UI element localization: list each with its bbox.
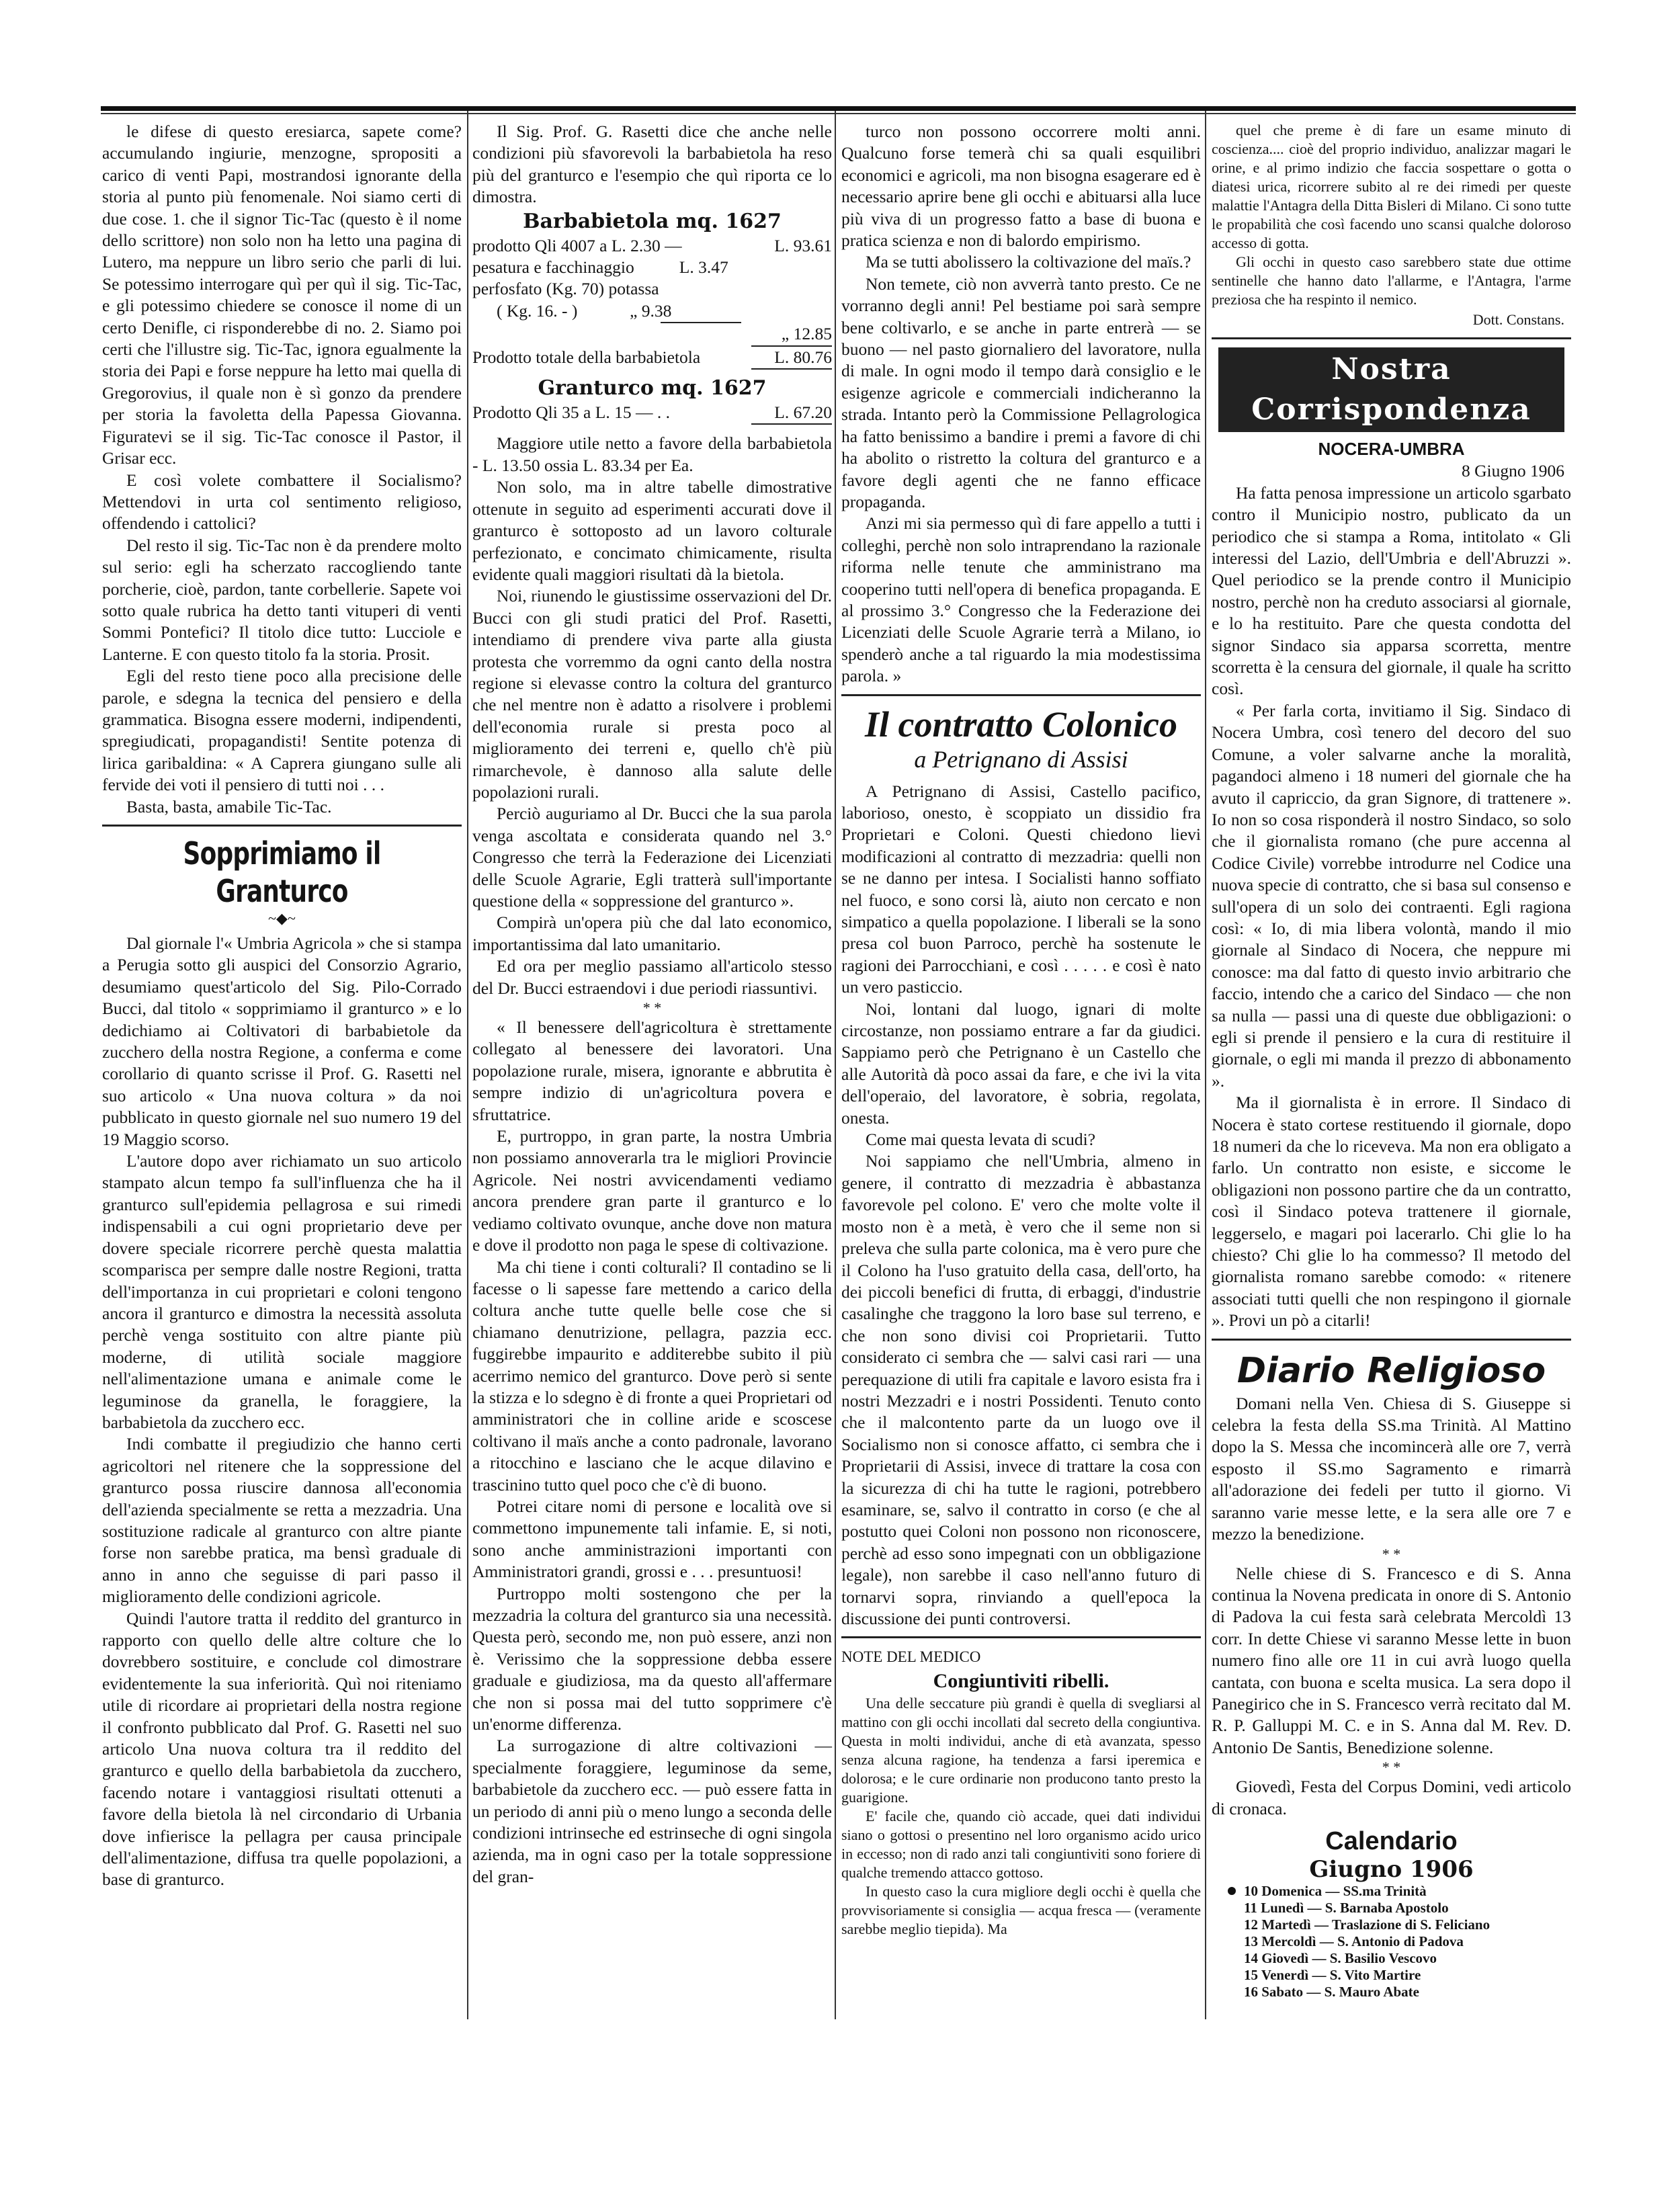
row-amount: L. 67.20 bbox=[774, 403, 832, 423]
banner-nostra-corrispondenza: Nostra Corrispondenza bbox=[1218, 347, 1564, 432]
article-sopprimiamo-body bbox=[102, 933, 462, 1891]
bucci-extract-continued bbox=[841, 121, 1201, 687]
paragraph: Perciò auguriamo al Dr. Bucci che la sua parola venga ascoltata e considerata quando nel 3.° Congresso che terrà la Federazione dei Licenziati delle Scuole Agrarie, Egli tratterà sull'importante questione della « soppressione del granturco ». bbox=[472, 804, 832, 911]
paragraph: Purtroppo molti sostengono che per la mezzadria la coltura del granturco sia una necessità. Questa però, secondo me, non può essere, anzi non è. Verissimo che la soppressione debba essere graduale e giudiziosa, ma da questo all'affermare che non si possa mai del tutto sopprimere c'è un'enorme differenza. bbox=[472, 1583, 832, 1734]
paragraph: Nelle chiese di S. Francesco e di S. Anna continua la Novena predicata in onore di S. Antonio di Padova la cui festa sarà celebrata Mercoldì 13 corr. In dette Chiese vi saranno Messe lette in buon numero fino alle ore 11 in cui avrà luogo quella cantata, con buona e scelta musica. La sera dopo il Panegirico che in S. Francesco verrà recitato dal M. R. P. Galluppi M. C. e in S. Anna dal M. Rev. D. Antonio De Santis, Benedizione solenne. bbox=[1212, 1563, 1571, 1757]
row-subamount: „ 9.38 bbox=[630, 300, 672, 321]
row-label: ( Kg. 16. - ) bbox=[497, 300, 578, 321]
calendar-month: Giugno 1906 bbox=[1309, 1855, 1474, 1883]
paragraph: Egli del resto tiene poco alla precisione delle parole, e sdegna la tecnica del pensiero e della grammatica. Bisogna essere moderni, indipendenti, spregiudicati, propagandisti! Sentite potenza di lirica garibaldina: « A Caprera giungano sulle ali fervide dei voti il pensiero di tutti noi . . . bbox=[102, 666, 462, 795]
table-row bbox=[472, 402, 832, 423]
headline-diario-religioso: Diario Religioso bbox=[1236, 1350, 1546, 1391]
paragraph: turco non possono occorrere molti anni. Qualcuno forse temerà chi sa quali esquilibri economici e agricoli, ma non bisogna esagerare ed è necessario aprire bene gli occhi e abituarsi alla luce più viva di un progresso fatto a base di buona e pratica scienza e non di balordo empirismo. bbox=[841, 122, 1201, 251]
signature: Dott. Constans. bbox=[1472, 311, 1564, 328]
row-label: perfosfato (Kg. 70) potassa bbox=[472, 279, 659, 299]
paragraph: In questo caso la cura migliore degli occhi è quella che provvisoriamente si consiglia — acqua fresca — (veramente sarebbe meglio tiepida). Ma bbox=[841, 1882, 1201, 1937]
paragraph: Ma il giornalista è in errore. Il Sindaco di Nocera è stato cortese restituendo il giornale, dopo 18 numeri da che lo riceveva. Ma non era obligato a farlo. Un contratto non esiste, e siccome le obligazioni non possono partire che da un contratto, così il Sindaco poteva trattenere il giornale, leggerselo, e magari poi lacerarlo. Chi glie lo ha chiesto? Chi glie lo ha commesso? Il metodo del giornalista romano sarebbe comodo: « ritenere associati tutti quelli che non respingono il giornale ». Provi un pò a citarli! bbox=[1212, 1093, 1571, 1331]
paragraph: Ed ora per meglio passiamo all'articolo stesso del Dr. Bucci estraendovi i due periodi riassuntivi. bbox=[472, 956, 832, 998]
row-label: pesatura e facchinaggio bbox=[472, 257, 634, 278]
paragraph: le difese di questo eresiarca, sapete come? accumulando ingiurie, menzogne, spropositi a carico di venti Papi, mostrandosi ignorante della storia al punto più fenomenale. Noi siamo certi di due cose. 1. che il signor Tic-Tac (questo è il nome dello scrittore) non solo non ha letto una pagina di Lutero, ma neppure un libro serio che parli di lui. Se potessimo interrogare quì per quì il sig. Tic-Tac, e gli potessimo chiedere se conosce il nome di un certo Denifle, ci risponderebbe di no. 2. Siamo poi certi che l'illustre sig. Tic-Tac, ignora egualmente la storia dei Papi e forse neppure ha letto mai quella di Gregorovius, il quale non è sì gonzo da prendere per storia la favoletta della Papessa Giovanna. Figuratevi se il sig. Tic-Tac conosce il Pastor, il Grisar ecc. bbox=[102, 122, 462, 468]
paragraph: Noi sappiamo che nell'Umbria, almeno in genere, il contratto di mezzadria è abbastanza favorevole pel colono. E' vero che molte volte il mosto non è a metà, è vero che il seme non si preleva che sulla parte colonica, ma è vero pure che il Colono ha l'uso gratuito della casa, dell'orto, ha dei piccoli benefici di frutta, di erbaggi, d'industrie casalinghe che traggono la loro base sul terreno, e che non sono divisi coi Proprietarii. Tutto considerato ci sembra che — salvi casi rari — una perequazione di utili fra capitale e lavoro esista fra i nostri Mezzadri e i nostri Possidenti. Tenuto conto che il malcontento parte da un luogo ove il Socialismo non si conosce affatto, ci sembra che i Proprietarii di Assisi, invece di trattare la cosa con la sicurezza di chi ha tutte le ragioni, potrebbero esaminare, se, salvo il contratto in corso (e che al postutto quei Coloni non possono non riconoscere, perchè ad esso sono impegnati con un obbligazione legale), non sarebbe il caso nell'anno futuro di tornarvi sopra, rinviando a quell'epoca la discussione dei punti controversi. bbox=[841, 1151, 1201, 1628]
calendar-entry-text: 12 Martedì — Traslazione di S. Feliciano bbox=[1244, 1916, 1490, 1933]
row-amount: L. 93.61 bbox=[774, 235, 832, 255]
paragraph: Basta, basta, amabile Tic-Tac. bbox=[126, 796, 332, 816]
asterism: * * bbox=[1382, 1759, 1401, 1776]
calendar-entry-text: 14 Giovedì — S. Basilio Vescovo bbox=[1244, 1949, 1437, 1966]
paragraph: « Per farla corta, invitiamo il Sig. Sindaco di Nocera Umbra, così tenero del decoro del suo Comune, a voler salvarne anche la moralità, pagandoci almeno i 18 numeri del giornale che ha avuto il capriccio, da gran Signore, di trattenere ». Io non so cosa risponderà il nostro Sindaco, so solo che il giornalista romano (che pure accenna al Codice Civile) vorrebbe introdurre nel Codice una nuova specie di contratto, che si basa sul consenso e sull'opera di un solo dei contraenti. Egli ragiona così: « Io, di mia libera volontà, mando il mio giornale al Sindaco di Nocera, che neppure mi conosce: ma dal fatto di questo invio arbitrario che faccio, intendo che a carico del Sindaco — che non sa nulla — passi una di queste due obbligazioni: o egli si prende il pensiero e la cura di restituire il giornale, o egli mi manda il prezzo di abbonamento ». bbox=[1212, 700, 1571, 1091]
paragraph: « Il benessere dell'agricoltura è strettamente collegato al benessere dei lavoratori. Una popolazione rurale, misera, ignorante e abbrutita è sempre indizio di un'agricoltura povera e sfruttatrice. bbox=[472, 1017, 832, 1124]
calendar-entry bbox=[1225, 1950, 1571, 1967]
calendar-entry bbox=[1225, 1900, 1571, 1916]
row-amount: „ 12.85 bbox=[781, 324, 832, 344]
paragraph: Compirà un'opera più che dal lato economico, importantissima dal lato umanitario. bbox=[472, 913, 832, 954]
calendar-entry bbox=[1225, 1883, 1571, 1900]
ornament-icon: ~◆~ bbox=[268, 910, 296, 927]
column-1 bbox=[102, 121, 462, 1891]
table-row bbox=[472, 235, 832, 257]
calendar-entry-text: 13 Mercoldì — S. Antonio di Padova bbox=[1244, 1933, 1464, 1949]
paragraph: Dal giornale l'« Umbria Agricola » che si stampa a Perugia sotto gli auspici del Consorzio Agrario, desumiamo quest'articolo del Sig. Pilo-Corrado Bucci, dal titolo « sopprimiamo il granturco » e lo dedichiamo ai Coltivatori di barbabietole da zucchero della nostra Regione, a conferma e come corollario di quanto scrisse il Prof. G. Rasetti nel suo articolo « Una nuova coltura » da noi pubblicato in questo giornale nel suo numero 19 del 19 Maggio scorso. bbox=[102, 933, 462, 1149]
paragraph: Come mai questa levata di scudi? bbox=[866, 1130, 1096, 1150]
yield-table bbox=[472, 208, 832, 425]
dateline-place: NOCERA-UMBRA bbox=[1318, 439, 1465, 460]
section-label-note-medico: NOTE DEL MEDICO bbox=[841, 1648, 981, 1666]
column-3 bbox=[841, 121, 1201, 1939]
article-medico-body bbox=[841, 1694, 1201, 1939]
paragraph: L'autore dopo aver richiamato un suo articolo stampato alcun tempo fa sull'influenza che ha il granturco sull'epidemia pellagrosa e sui rimedi indispensabili a cui ogni proprietario deve per dovere speciale ricorrere perchè questa malattia scomparisca per sempre dalle nostre Regioni, tratta dell'importanza in cui proprietari e coloni tengono ancora il granturco e dimostra la necessità assoluta perchè venga sostituito con altre piante più moderne, di utilità sociale maggiore nell'alimentazione umana e animale come le leguminose da granella, le foraggiere, la barbabietola da zucchero ecc. bbox=[102, 1151, 462, 1432]
section-rule bbox=[1212, 1339, 1571, 1341]
column-divider bbox=[1205, 111, 1206, 2019]
section-rule bbox=[841, 694, 1201, 696]
paragraph: Ha fatta penosa impressione un articolo sgarbato contro il Municipio nostro, publicato da un periodico che si stampa a Roma, intitolato « Gli interessi del Lazio, dell'Umbria e dell'Abruzzi ». Quel periodico se la prende contro il Municipio nostro, perchè non ha creduto associarsi al giornale, e lo ha restituito. Pare che questa condotta del signor Sindaco sia apparsa scorretta, mentre scorretta è la censura del giornale, il quale ha scritto così. bbox=[1212, 482, 1571, 699]
diario-body bbox=[1212, 1563, 1571, 1759]
calendar-entry-text: 11 Lunedì — S. Barnaba Apostolo bbox=[1244, 1899, 1449, 1916]
article-medico-continued bbox=[1212, 121, 1571, 309]
article-contratto-body bbox=[841, 781, 1201, 1630]
calendar-entry-text: 15 Venerdì — S. Vito Martire bbox=[1244, 1966, 1421, 1983]
paragraph: E così volete combattere il Socialismo? Mettendovi in urta col sentimento religioso, offendendo i cattolici? bbox=[102, 470, 462, 534]
article-tic-tac-continued bbox=[102, 121, 462, 818]
diario-body bbox=[1212, 1393, 1571, 1546]
subheadline: a Petrignano di Assisi bbox=[914, 745, 1128, 773]
column-divider bbox=[835, 111, 836, 2019]
row-label: prodotto Qli 4007 a L. 2.30 — bbox=[472, 235, 682, 255]
rasetti-intro bbox=[472, 121, 832, 208]
column-4 bbox=[1212, 121, 1571, 2000]
paragraph: Ma chi tiene i conti colturali? Il contadino se li facesse o li sapesse fare mettendo a carico della coltura anche tutte quelle belle cose che si chiamano denutrizione, pellagra, pazzia ecc. fuggirebbe impaurito e additerebbe subito il più acerrimo nemico del granturco. Dove però si sente la stizza e lo sdegno è di fronte a quei Proprietari od amministratori che in colline aride e scoscese coltivano il maïs anche a conto padronale, lavorano a ritocchino e lasciano che le acque dilavino e trascinino tutto quel poco che c'è di buono. bbox=[472, 1257, 832, 1494]
calendar-entry bbox=[1225, 1933, 1571, 1950]
headline-contratto-colonico: Il contratto Colonico bbox=[864, 704, 1178, 745]
table-row bbox=[472, 323, 832, 345]
paragraph: Noi, riunendo le giustissime osservazioni del Dr. Bucci con gli studi pratici del Prof. Rasetti, intendiamo di prendere viva parte alla giusta protesta che vorremmo da ogni canto della nostra regione si elevasse contro la coltura del granturco che nel mentre non è adatto a risolvere i problemi dell'economia rurale si presta poco al miglioramento dei terreni e, quello ch'è più rimarchevole, è dannoso alla salute delle popolazioni rurali. bbox=[472, 586, 832, 802]
calendar-title: Calendario bbox=[1325, 1826, 1458, 1855]
calendar-entry-text: 16 Sabato — S. Mauro Abate bbox=[1244, 1983, 1419, 2000]
paragraph: Potrei citare nomi di persone e località ove si commettono impunemente tali infamie. E, si noti, sono anche amministrazioni importanti con Amministratori grandi, grossi e . . . presuntuosi! bbox=[472, 1496, 832, 1582]
paragraph: Domani nella Ven. Chiesa di S. Giuseppe si celebra la festa della SS.ma Trinità. Al Mattino dopo la S. Messa che incomincerà alle ore 7, verrà esposto il SS.mo Sagramento e rimarrà all'adorazione dei fedeli per tutto il giorno. Vi saranno varie messe lette, e la sera alle ore 7 e mezzo la benedizione. bbox=[1212, 1393, 1571, 1544]
bucci-extract bbox=[472, 1017, 832, 1888]
paragraph: Non temete, ciò non avverrà tanto presto. Ce ne vorranno degli anni! Pel bestiame poi sarà sempre bene coltivarlo, e se anche in parte entrerà — se buono — nel pasto giornaliero del lavoratore, nulla di male. In ogni modo il tempo darà consiglio e le esigenze agricole e commerciali indicheranno la strada. Intanto però la Commissione Pellagrologica ha fatto benissimo a bandire i premi a favore di chi ha abolito o ristretto la coltura del granturco e a favore degli agenti che ne fanno efficace propaganda. bbox=[841, 273, 1201, 511]
row-subamount: L. 3.47 bbox=[679, 257, 728, 278]
paragraph: La surrogazione di altre coltivazioni — specialmente foraggiere, leguminose da seme, barbabietole da zucchero ecc. — può essere fatta in un periodo di anni più o meno lungo a seconda delle condizioni intrinseche ed estrinseche di ogni singola azienda, ma in ogni caso per la totale soppressione del gran- bbox=[472, 1736, 832, 1886]
article-body bbox=[472, 433, 832, 999]
table-row bbox=[472, 257, 832, 278]
paragraph: Non solo, ma in altre tabelle dimostrative ottenute in seguito ad esperimenti accurati dove il granturco è sottoposto ad un lavoro colturale perfezionato, e concimato chimicamente, risulta evidente quali maggiori risultati dà la bietola. bbox=[472, 477, 832, 584]
paragraph: Il Sig. Prof. G. Rasetti dice che anche nelle condizioni più sfavorevoli la barbabietola ha reso più del granturco e l'esempio che quì riporta ce lo dimostra. bbox=[472, 122, 832, 207]
calendar-entry-text: 10 Domenica — SS.ma Trinità bbox=[1244, 1882, 1427, 1899]
paragraph: Ma se tutti abolissero la coltivazione del maïs.? bbox=[866, 252, 1191, 272]
paragraph: Quindi l'autore tratta il reddito del granturco in rapporto con quello delle altre colture che lo dovrebbero sostituire, e conclude col dimostrare evidentemente la sua inferiorità. Quì noi riteniamo utile di ricordare ai proprietari della nostra regione il confronto pubblicato dal Prof. G. Rasetti nel suo articolo Una nuova coltura tra il reddito del granturco e quello della barbabietola da zucchero, facendo notare i vantaggiosi risultati ottenuti a favore della bietola là nel circondario di Urbania dove infierisce la pellagra per causa principale dell'alimentazione, diffusa tra quelle popolazioni, a base di granturco. bbox=[102, 1608, 462, 1890]
paragraph: Gli occhi in questo caso sarebbero state due ottime sentinelle che hanno dato l'allarme, e l'Antagra, l'arme preziosa che ha respinto il nemico. bbox=[1212, 253, 1571, 308]
section-rule bbox=[1212, 337, 1571, 339]
paragraph: E, purtroppo, in gran parte, la nostra Umbria non possiamo annoverarla tra le migliori Provincie Agricole. Nei nostri avvicendamenti vediamo ancora prendere gran parte il granturco e lo vediamo coltivato ovunque, anche dove non matura e dove il prodotto non paga le spese di coltivazione. bbox=[472, 1126, 832, 1255]
headline-sopprimiamo-granturco: Sopprimiamo il Granturco bbox=[183, 835, 381, 909]
calendar-list bbox=[1225, 1883, 1571, 2000]
paragraph: A Petrignano di Assisi, Castello pacifico, laborioso, onesto, è scoppiato un dissidio fra Proprietari e Coloni. Questi chiedono lievi modificazioni al contratto di mezzadria: quelli non se ne danno per intesa. I Socialisti hanno soffiato nel fuoco, e sono corsi là, aiuto non cercato e non simpatico a quella popolazione. I liberali se la sono presa col buon Parroco, perchè ha sostenute le ragioni dei Parrocchiani, e così . . . . . e così è nato un vero pasticcio. bbox=[841, 781, 1201, 997]
row-label: Prodotto Qli 35 a L. 15 — . . bbox=[472, 403, 670, 423]
article-nocera-body bbox=[1212, 482, 1571, 1332]
paragraph: Maggiore utile netto a favore della barbabietola - L. 13.50 ossia L. 83.34 per Ea. bbox=[472, 433, 832, 475]
section-rule bbox=[102, 825, 462, 827]
sum-rule bbox=[751, 368, 832, 370]
table-row-total bbox=[472, 347, 832, 368]
sum-rule bbox=[751, 423, 832, 425]
diario-body bbox=[1212, 1776, 1571, 1820]
top-rule-thin bbox=[101, 113, 1576, 114]
paragraph: quel che preme è di fare un esame minuto di coscienza.... cioè del proprio individuo, analizzar magari le orine, e al primo indizio che faccia sospettare o gotta o diatesi urica, ricorrere subito al re dei rimedi per queste malattie l'Antagra della Ditta Bisleri di Milano. Ci sono tutte le propabilità che così facendo uno scansi qualche doloroso accesso di gotta. bbox=[1212, 122, 1571, 251]
paragraph: E' facile che, quando ciò accade, quei dati individui siano o gottosi o presentino nel loro organismo acido urico in eccesso; non di rado anzi tali congiuntiviti sono foriere di qualche tremendo attacco gottoso. bbox=[841, 1807, 1201, 1881]
table-row bbox=[472, 300, 832, 322]
asterism: * * bbox=[642, 999, 662, 1017]
paragraph: Indi combatte il pregiudizio che hanno certi agricoltori nel ritenere che la soppressione del granturco possa riuscire dannosa all'economia dell'azienda specialmente se retta a mezzadria. Una sostituzione radicale al granturco con altre piante forse non sarebbe pratica, ma bensì graduale di anno in anno che seguisse di pari passo il miglioramento delle condizioni agricole. bbox=[102, 1434, 462, 1607]
table-title-granturco: Granturco mq. 1627 bbox=[538, 376, 767, 401]
row-label: Prodotto totale della barbabietola bbox=[472, 347, 701, 367]
dateline-date: 8 Giugno 1906 bbox=[1462, 461, 1564, 481]
column-divider bbox=[467, 111, 468, 2019]
row-amount: L. 80.76 bbox=[774, 347, 832, 367]
column-2 bbox=[472, 121, 832, 1888]
section-rule bbox=[841, 1636, 1201, 1638]
asterism: * * bbox=[1382, 1545, 1401, 1562]
top-rule bbox=[101, 106, 1576, 111]
calendar-entry bbox=[1225, 1916, 1571, 1933]
paragraph: Noi, lontani dal luogo, ignari di molte circostanze, non possiamo entrare a far da giudici. Sappiamo però che Petrignano è un Castello che alle Autorità dà poco assai da fare, e che ivi la vita dell'operaio, del lavoratore, è sobria, regolata, onesta. bbox=[841, 999, 1201, 1128]
paragraph: Anzi mi sia permesso quì di fare appello a tutti i colleghi, perchè non solo intraprendano la razionale riforma nelle tenute che amministrano ma cooperino tutti nell'opera di benefica propaganda. E al prossimo 3.° Congresso che la Federazione dei Licenziati delle Scuole Agrarie terrà a Milano, io spenderò anche a tal riguardo la mia modestissima parola. » bbox=[841, 513, 1201, 686]
bullet-dot-icon bbox=[1228, 1887, 1236, 1895]
headline-congiuntiviti: Congiuntiviti ribelli. bbox=[933, 1669, 1109, 1692]
calendar-entry bbox=[1225, 1967, 1571, 1984]
table-title-barbabietola: Barbabietola mq. 1627 bbox=[523, 209, 782, 233]
paragraph: Giovedì, Festa del Corpus Domini, vedi articolo di cronaca. bbox=[1212, 1777, 1571, 1818]
calendar-entry bbox=[1225, 1984, 1571, 2000]
table-row bbox=[472, 278, 832, 300]
paragraph: Del resto il sig. Tic-Tac non è da prendere molto sul serio: egli ha scherzato raccogliendo tante porcherie, cioè, pardon, tante corbellerie. Sapete voi sotto quale rubrica ha detto tanti vituperi di venti Sommi Pontefici? Il titolo dice tutto: Lucciole e Lanterne. E con questo titolo fa la storia. Prosit. bbox=[102, 535, 462, 664]
paragraph: Una delle seccature più grandi è quella di svegliarsi al mattino con gli occhi incollati dal secreto della congiuntiva. Questa in molti individui, anche di età avanzata, spesso senza alcuna ragione, ha tendenza a farsi iperemica e dolorosa; e le cure ordinarie non producono tanto presto la guarigione. bbox=[841, 1694, 1201, 1806]
